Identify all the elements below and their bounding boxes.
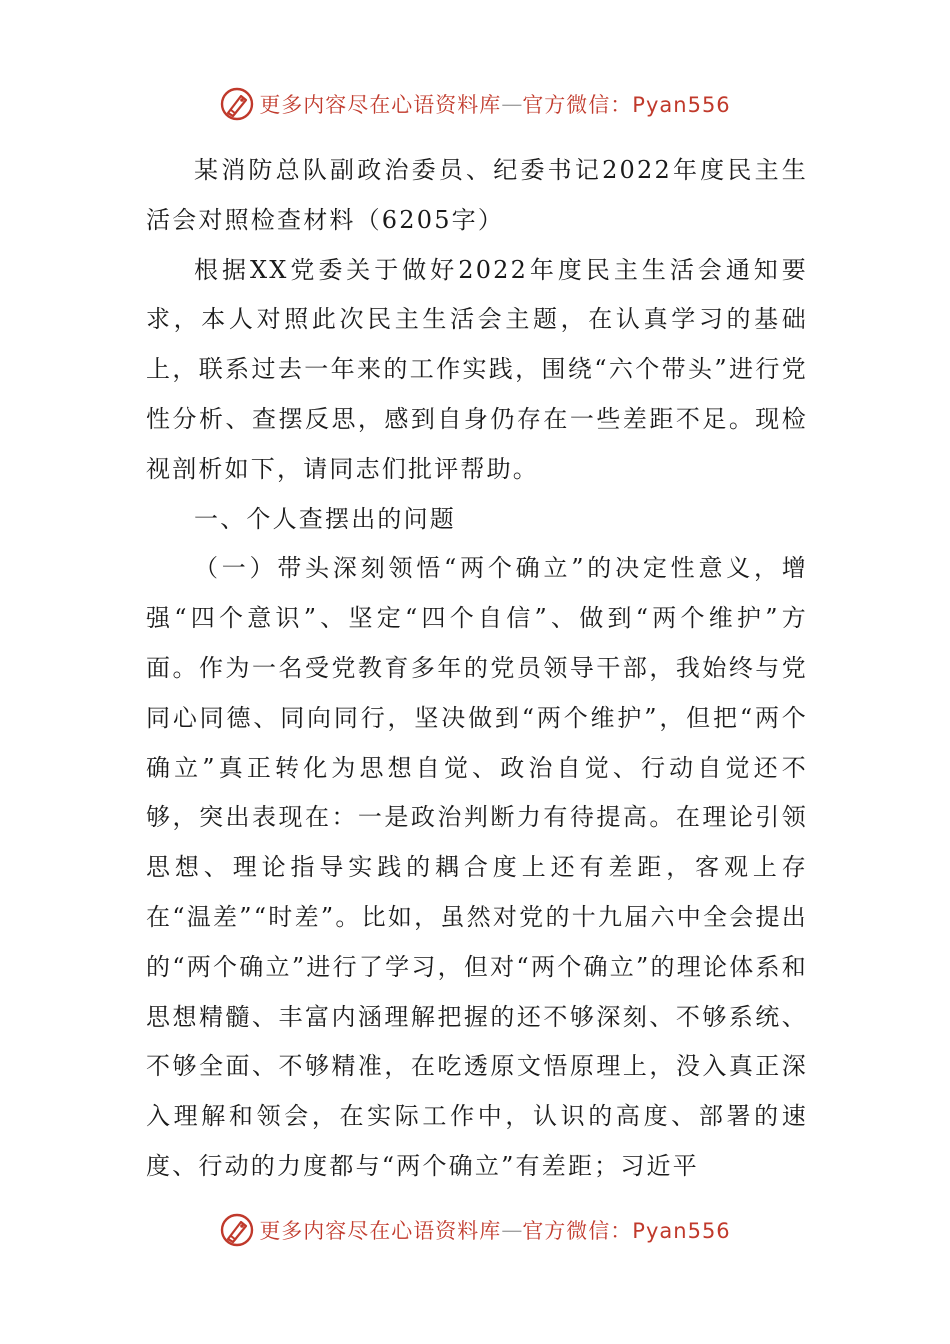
banner-wechat: 官方微信：Pyan556 (522, 1219, 731, 1243)
banner-wechat: 官方微信：Pyan556 (522, 93, 731, 117)
header-banner (0, 82, 950, 126)
banner-text: 更多内容尽在心语资料库 (259, 1219, 502, 1243)
section-heading: 一、个人查摆出的问题 (194, 504, 456, 533)
document-title: 某消防总队副政治委员、纪委书记2022年度民主生活会对照检查材料（6205字） (146, 156, 808, 234)
banner-separator: — (501, 92, 523, 116)
footer-banner (0, 1208, 950, 1252)
document-body (146, 146, 808, 1192)
pen-nib-logo-icon (219, 86, 255, 122)
pen-nib-logo-icon (219, 1212, 255, 1248)
paragraph-body: （一）带头深刻领悟“两个确立”的决定性意义，增强“四个意识”、坚定“四个自信”、做到“两个维护”方面。作为一名受党教育多年的党员领导干部，我始终与党同心同德、同向同行，坚决做到“两个维护”，但把“两个确立”真正转化为思想自觉、政治自觉、行动自觉还不够，突出表现在：一是政治判断力有待提高。在理论引领思想、理论指导实践的耦合度上还有差距，客观上存在“温差”“时差”。比如，虽然对党的十九届六中全会提出的“两个确立”进行了学习，但对“两个确立”的理论体系和思想精髓、丰富内涵理解把握的还不够深刻、不够系统、不够全面、不够精准，在吃透原文悟原理上，没入真正深入理解和领会，在实际工作中，认识的高度、部署的速度、行动的力度都与“两个确立”有差距；习近平 (146, 554, 808, 1180)
paragraph-intro: 根据XX党委关于做好2022年度民主生活会通知要求，本人对照此次民主生活会主题，在认真学习的基础上，联系过去一年来的工作实践，围绕“六个带头”进行党性分析、查摆反思，感到自身仍存在一些差距不足。现检视剖析如下，请同志们批评帮助。 (146, 255, 808, 483)
banner-separator: — (501, 1218, 523, 1242)
banner-text: 更多内容尽在心语资料库 (259, 93, 502, 117)
